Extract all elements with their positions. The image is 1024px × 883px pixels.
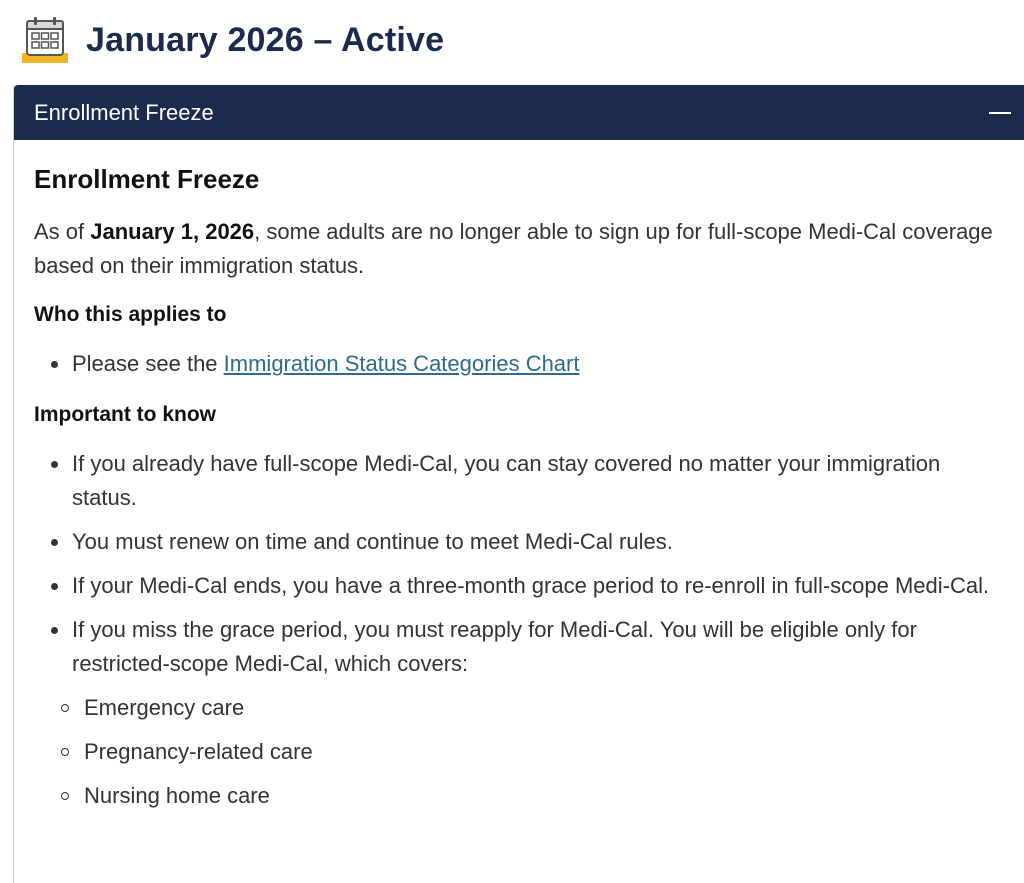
list-item-text: If you miss the grace period, you must reapply for Medi-Cal. You will be eligible only for restricted-scope Medi-Cal, which covers: <box>72 617 917 676</box>
minus-icon[interactable] <box>988 101 1012 125</box>
know-heading: Important to know <box>34 403 216 426</box>
applies-heading: Who this applies to <box>34 303 227 326</box>
list-item <box>34 347 994 381</box>
list-item <box>34 613 994 813</box>
calendar-icon <box>20 15 70 65</box>
page-title: January 2026 – Active <box>86 20 445 59</box>
immigration-status-chart-link[interactable]: Immigration Status Categories Chart <box>223 351 580 376</box>
applies-item-prefix: Please see the <box>72 351 224 376</box>
accordion-header[interactable] <box>14 85 1024 140</box>
list-item: If your Medi-Cal ends, you have a three-month grace period to re-enroll in full-scope Medi-Cal. <box>34 569 994 603</box>
intro-prefix: As of <box>34 219 91 244</box>
list-item: You must renew on time and continue to meet Medi-Cal rules. <box>34 525 994 559</box>
sub-list-item: Pregnancy-related care <box>34 735 994 769</box>
covers-list <box>72 691 994 813</box>
intro-paragraph <box>34 215 994 283</box>
intro-date: January 1, 2026 <box>90 219 255 244</box>
sub-list-item: Nursing home care <box>34 779 994 813</box>
sub-list-item: Emergency care <box>34 691 994 725</box>
list-item: If you already have full-scope Medi-Cal, you can stay covered no matter your immigration status. <box>34 447 994 515</box>
accordion-title: Enrollment Freeze <box>34 99 214 125</box>
enrollment-freeze-accordion <box>13 85 1024 883</box>
know-list <box>34 447 1004 813</box>
applies-list <box>34 347 1004 381</box>
accordion-body <box>14 140 1024 813</box>
intro-suffix: , some adults are no longer able to sign up for full-scope Medi-Cal coverage based on their immigration status. <box>34 219 993 278</box>
section-heading: Enrollment Freeze <box>34 164 260 194</box>
page-header <box>20 14 444 66</box>
